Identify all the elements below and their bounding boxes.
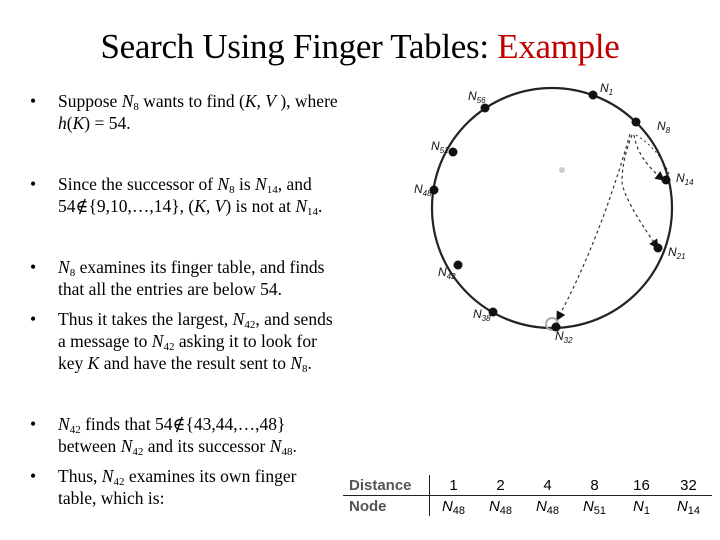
var: N [58,257,70,277]
label-n51: $N_{51}$ [431,139,449,155]
label-n1: $N_1$ [600,81,614,97]
row-label-node: Node [343,496,430,517]
node-cell [430,496,478,517]
sub: 1 [643,504,650,517]
sub: 48 [281,446,293,458]
node-n42 [454,261,463,270]
var: N [101,466,114,486]
var: N [255,174,267,194]
var: N [441,497,453,515]
sub: 8 [229,184,235,196]
bullet-dot: • [30,309,37,329]
distance-cell: 32 [665,475,712,496]
text: that all the entries are below 54. [58,279,283,299]
text: . [292,436,297,456]
text: asking it to look for [174,331,317,351]
node-cell [665,496,712,517]
var: N [488,497,500,515]
var: N [535,497,547,515]
distance-cell: 16 [618,475,665,496]
node-n8 [632,118,641,127]
sub: 48 [499,504,513,517]
sub: 14 [307,206,319,218]
label-n56: $N_{56}$ [468,89,486,105]
text: is [234,174,256,194]
text: , and sends [255,309,333,329]
var: K [72,113,85,133]
text: ) is not at [225,196,296,216]
var: N [151,331,164,351]
var: N [232,309,245,329]
sub: 42 [163,341,175,353]
sub: 14 [266,184,278,196]
ring-labels [414,81,694,345]
sub: 42 [113,476,125,488]
var: K [87,353,100,373]
bullet-dot: • [30,466,37,486]
var: N [295,196,308,216]
distance-cell: 1 [430,475,478,496]
text: Since the successor of [58,174,218,194]
bullet-dot: • [30,257,37,277]
sub: 8 [133,101,139,113]
text: and have the result sent to [99,353,291,373]
text: examines its own finger [124,466,297,486]
sub: 8 [69,267,76,279]
node-cell [477,496,524,517]
sub: 42 [132,446,144,458]
label-n14: $N_{14}$ [676,171,694,187]
title-part2: Example [497,27,620,66]
text: a message to [58,331,152,351]
node-cell [571,496,618,517]
text: wants to find ( [138,91,245,111]
node-cell [618,496,665,517]
sub: 51 [593,504,607,517]
label-n21: $N_{21}$ [668,245,686,261]
var: N [217,174,230,194]
var: N [582,497,594,515]
node-n14 [662,176,671,185]
text: ), where [275,91,338,111]
var: N [269,436,282,456]
distance-cell: 4 [524,475,571,496]
finger-arrow-n32 [557,134,630,320]
text: between [58,436,121,456]
sub: 48 [546,504,560,517]
text: ) = 54. [84,113,131,133]
text: , and [277,174,312,194]
sub: 14 [687,504,701,517]
title-part1: Search Using Finger Tables: [100,27,489,66]
var: N [120,436,133,456]
text: finds that 54∉{43,44,…,48} [80,414,286,434]
hop-mark [559,167,565,173]
text: 54∉{9,10,…,14}, ( [58,196,195,216]
label-n8: $N_8$ [657,119,671,135]
text: examines its finger table, and finds [75,257,325,277]
distance-cell: 8 [571,475,618,496]
text: Thus, [58,466,102,486]
text: . [307,353,312,373]
finger-table [343,475,712,516]
var: N [676,497,688,515]
text: Suppose [58,91,122,111]
var: N [58,414,70,434]
label-n42: $N_{42}$ [438,265,456,281]
text: . [318,196,323,216]
var: K, V [244,91,276,111]
node-n51 [449,148,458,157]
var: N [290,353,303,373]
sub: 48 [452,504,466,517]
text: ( [66,113,73,133]
node-cell [524,496,571,517]
table-row-distance [343,475,712,496]
bullet-dot: • [30,91,37,111]
text: key [58,353,88,373]
finger-arrow-n14 [634,135,664,180]
row-label-distance: Distance [343,475,430,496]
node-n1 [589,91,598,100]
table-row-node [343,496,712,517]
label-n48: $N_{48}$ [414,182,432,198]
var: K, V [194,196,226,216]
label-n38: $N_{38}$ [473,307,491,323]
sub: 8 [302,363,308,375]
distance-cell: 2 [477,475,524,496]
var: h [58,113,67,133]
sub: 42 [244,319,256,331]
var: N [121,91,134,111]
text: Thus it takes the largest, [58,309,233,329]
label-n32: $N_{32}$ [555,329,573,345]
text: and its successor [143,436,270,456]
node-n21 [654,244,663,253]
var: N [633,497,644,515]
bullet-dot: • [30,414,37,434]
bullet-dot: • [30,174,37,194]
sub: 42 [69,424,81,436]
text: table, which is: [58,488,165,508]
